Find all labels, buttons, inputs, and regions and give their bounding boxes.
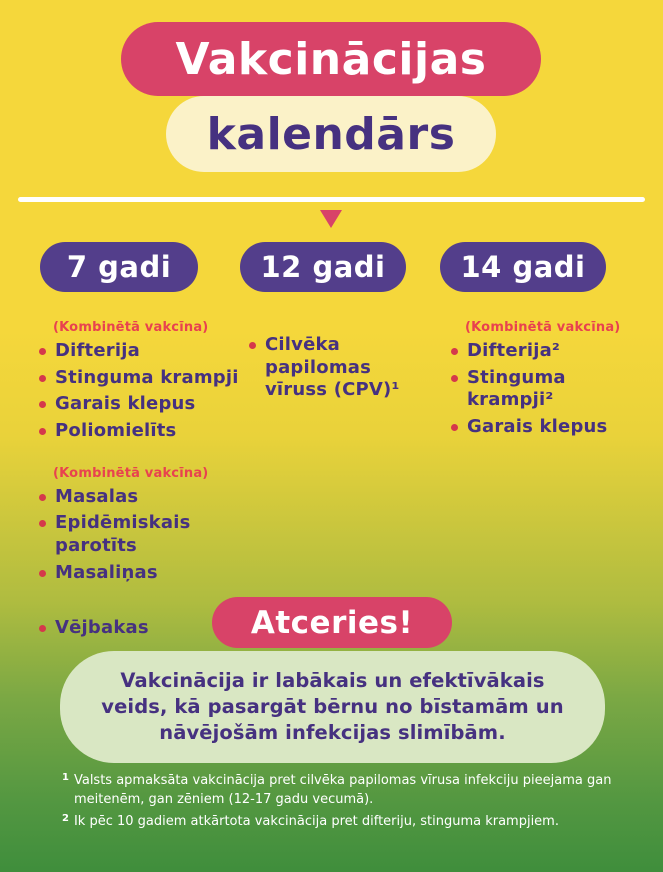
reminder-message-box — [60, 651, 605, 763]
poster-title-line1-text: Vakcinācijas — [175, 33, 487, 85]
footnote-2-text: Ik pēc 10 gadiem atkārtota vakcinācija pret difteriju, stinguma krampjiem. — [73, 813, 559, 829]
age-badge-12-label: 12 gadi — [260, 250, 386, 284]
vaccine-list — [450, 340, 640, 439]
column-14-gadi — [450, 320, 640, 462]
vaccine-group — [450, 320, 640, 439]
list-item: Stinguma krampji — [38, 367, 243, 390]
reminder-badge-label: Atceries! — [250, 604, 414, 641]
vaccine-group — [38, 320, 243, 443]
list-item: Epidēmiskais parotīts — [38, 512, 243, 557]
footnote-2-marker: 2 — [62, 812, 69, 824]
list-item: Vējbakas — [38, 617, 243, 640]
poster-title-line1 — [121, 22, 541, 96]
age-badge-12-gadi — [240, 242, 406, 292]
reminder-message-text: Vakcinācija ir labākais un efektīvākais veids, kā pasargāt bērnu no bīstamām un nāvējošām infekcijas slimībām. — [101, 668, 564, 745]
column-7-gadi — [38, 320, 243, 663]
list-item: Garais klepus — [38, 393, 243, 416]
list-item: Stinguma krampji² — [450, 367, 640, 412]
list-item: Difterija² — [450, 340, 640, 363]
poster-title-line2 — [166, 96, 496, 172]
age-badge-7-gadi — [40, 242, 198, 292]
vaccine-group — [248, 334, 428, 402]
list-item: Difterija — [38, 340, 243, 363]
poster-title-line2-text: kalendārs — [206, 108, 456, 160]
footnote-1-text: Valsts apmaksāta vakcinācija pret cilvēka papilomas vīrusa infekciju pieejama gan meitenēm, gan zēniem (12-17 gadu vecumā). — [73, 773, 612, 807]
vaccine-list — [38, 486, 243, 585]
vaccine-group — [38, 466, 243, 585]
vaccine-list — [248, 334, 428, 402]
list-item: Masaliņas — [38, 562, 243, 585]
down-arrow-icon — [320, 210, 342, 228]
combined-vaccine-label: (Kombinētā vakcīna) — [465, 320, 621, 335]
footnotes — [62, 772, 622, 835]
age-badge-14-gadi — [440, 242, 606, 292]
reminder-badge — [212, 597, 452, 648]
combined-vaccine-label: (Kombinētā vakcīna) — [53, 320, 209, 335]
column-12-gadi — [248, 334, 428, 425]
list-item: Poliomielīts — [38, 420, 243, 443]
combined-vaccine-label: (Kombinētā vakcīna) — [53, 465, 209, 481]
divider-line — [18, 197, 645, 202]
age-badge-7-label: 7 gadi — [66, 250, 172, 284]
footnote-1 — [62, 772, 622, 810]
list-item: Garais klepus — [450, 416, 640, 439]
list-item: Masalas — [38, 486, 243, 509]
list-item: Cilvēka papilomas vīruss (CPV)¹ — [248, 334, 428, 402]
vaccine-list — [38, 340, 243, 443]
footnote-1-marker: 1 — [62, 772, 69, 783]
footnote-2 — [62, 813, 622, 832]
age-badge-14-label: 14 gadi — [460, 250, 586, 284]
